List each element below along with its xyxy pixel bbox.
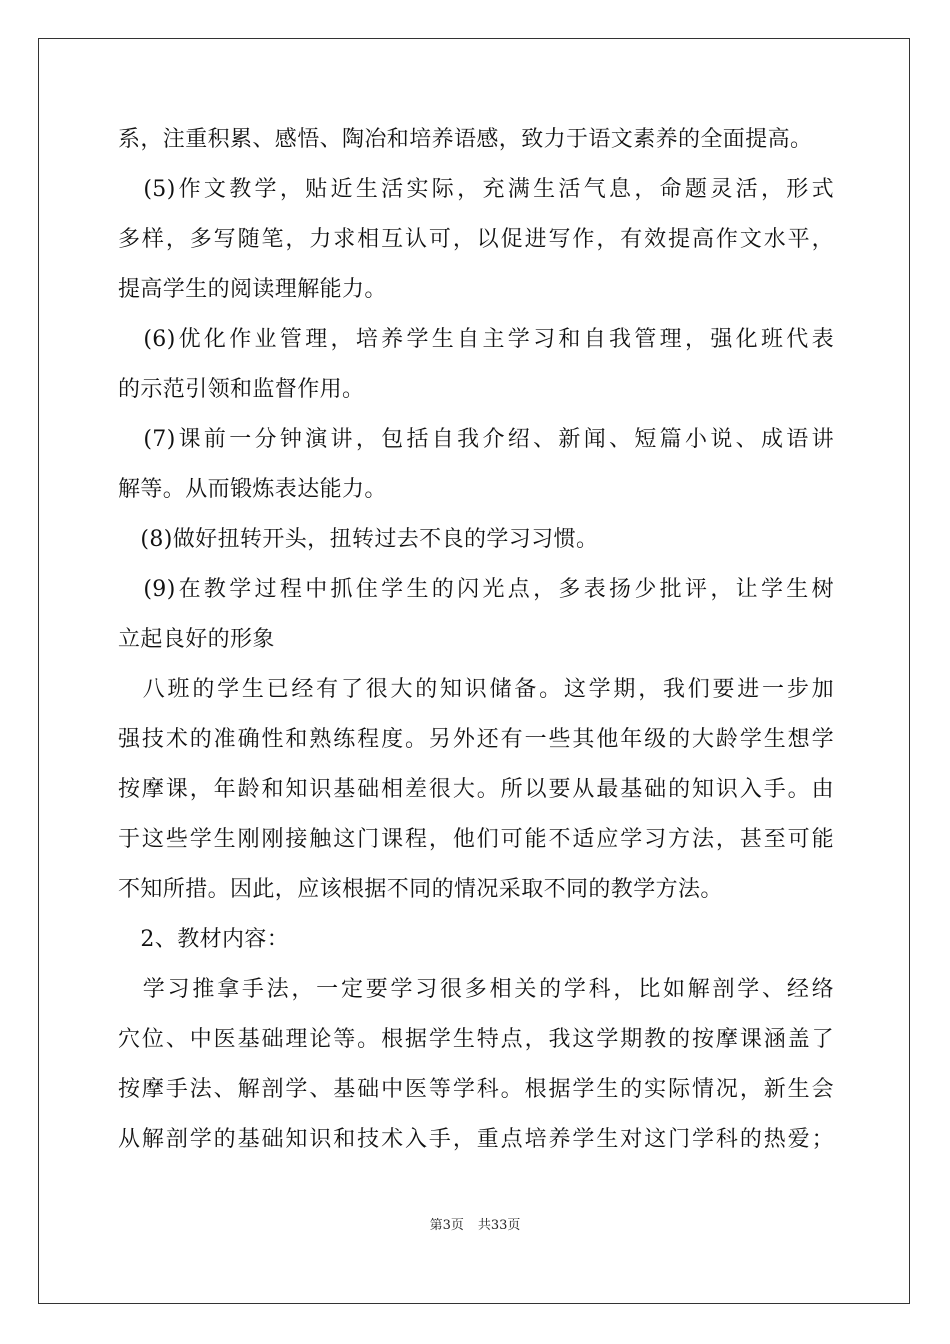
page-number: 第3页	[429, 1218, 464, 1233]
text-line: 解等。从而锻炼表达能力。	[118, 477, 387, 502]
text-line: 不知所措。因此，应该根据不同的情况采取不同的教学方法。	[118, 877, 723, 902]
page-total: 共33页	[477, 1218, 521, 1233]
text-line: 立起良好的形象	[118, 627, 275, 652]
text-line: 穴位、中医基础理论等。根据学生特点，我这学期教的按摩课涵盖了	[118, 1027, 834, 1052]
text-line: 八班的学生已经有了很大的知识储备。这学期，我们要进一步加	[118, 677, 834, 702]
text-line: 于这些学生刚刚接触这门课程，他们可能不适应学习方法，甚至可能	[118, 827, 834, 852]
document-body	[118, 128, 834, 1152]
text-line: 多样，多写随笔，力求相互认可，以促进写作，有效提高作文水平，	[118, 227, 834, 252]
text-line: 的示范引领和监督作用。	[118, 377, 365, 402]
text-line: (7)课前一分钟演讲，包括自我介绍、新闻、短篇小说、成语讲	[118, 427, 834, 452]
section-heading: 2、教材内容：	[118, 927, 290, 952]
text-line: 按摩手法、解剖学、基础中医等学科。根据学生的实际情况，新生会	[118, 1077, 834, 1102]
text-line: (8)做好扭转开头，扭转过去不良的学习习惯。	[118, 527, 599, 552]
text-line: (9)在教学过程中抓住学生的闪光点，多表扬少批评，让学生树	[118, 577, 834, 602]
text-line: 按摩课，年龄和知识基础相差很大。所以要从最基础的知识入手。由	[118, 777, 834, 802]
text-line: 系，注重积累、感悟、陶冶和培养语感，致力于语文素养的全面提高。	[118, 127, 813, 152]
page-footer	[0, 1218, 950, 1234]
text-line: 从解剖学的基础知识和技术入手，重点培养学生对这门学科的热爱；	[118, 1127, 834, 1152]
text-line: (5)作文教学，贴近生活实际，充满生活气息，命题灵活，形式	[118, 177, 834, 202]
text-line: 强技术的准确性和熟练程度。另外还有一些其他年级的大龄学生想学	[118, 727, 834, 752]
text-line: 学习推拿手法，一定要学习很多相关的学科，比如解剖学、经络	[118, 977, 834, 1002]
text-line: (6)优化作业管理，培养学生自主学习和自我管理，强化班代表	[118, 327, 834, 352]
text-line: 提高学生的阅读理解能力。	[118, 277, 387, 302]
